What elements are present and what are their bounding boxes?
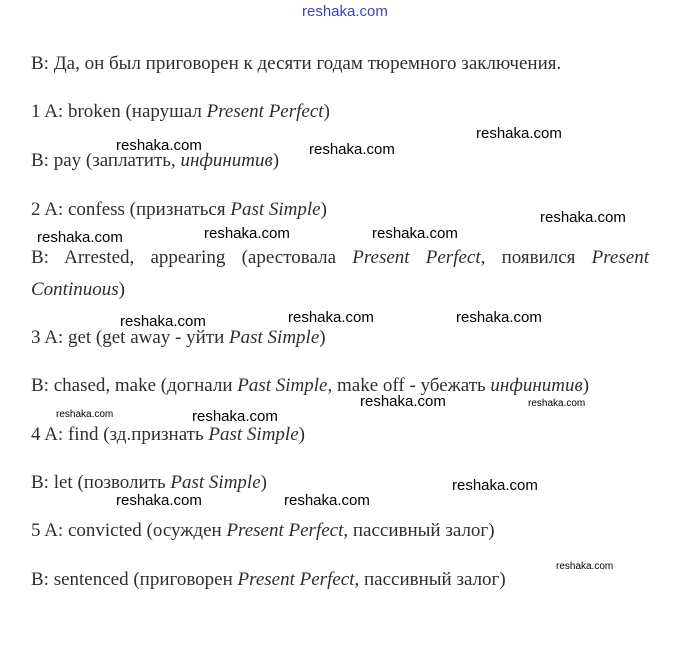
answer-line (31, 569, 506, 591)
answer-line (31, 101, 330, 123)
watermark: reshaka.com (452, 477, 538, 494)
line-text: B: chased, make (догнали (31, 375, 238, 396)
watermark: reshaka.com (540, 209, 626, 226)
line-text: ) (319, 327, 326, 348)
line-text: , пассивный залог) (343, 520, 495, 541)
watermark: reshaka.com (309, 141, 395, 158)
watermark: reshaka.com (192, 408, 278, 425)
tense-label: Present Perfect (352, 247, 481, 268)
line-text: 3 A: get (get away - уйти (31, 327, 230, 348)
watermark: reshaka.com (204, 225, 290, 242)
tense-label: Continuous (31, 279, 119, 300)
line-text: 1 A: broken (нарушал (31, 101, 207, 122)
answer-line (31, 520, 495, 542)
watermark: reshaka.com (56, 409, 114, 420)
line-text: ) (118, 279, 125, 300)
answer-line (31, 424, 305, 446)
watermark: reshaka.com (120, 313, 206, 330)
line-text: B: Да, он был приговорен к десяти годам тюремного заключения. (31, 53, 562, 74)
tense-label: Past Simple (170, 472, 261, 493)
watermark: reshaka.com (456, 309, 542, 326)
watermark: reshaka.com (288, 309, 374, 326)
watermark: reshaka.com (360, 393, 446, 410)
line-text: ) (260, 472, 267, 493)
tense-label: инфинитив (180, 150, 273, 171)
tense-label: Past Simple (208, 424, 299, 445)
watermark: reshaka.com (116, 492, 202, 509)
tense-label: Present Perfect (237, 569, 355, 590)
tense-label: Past Simple (229, 327, 320, 348)
line-text: ) (582, 375, 590, 396)
answer-line (31, 327, 326, 349)
line-text: B: let (позволить (31, 472, 171, 493)
tense-label: инфинитив (490, 375, 583, 396)
answer-line (31, 279, 125, 301)
line-text: , появился (480, 247, 592, 268)
answer-line (31, 199, 327, 221)
tense-label: Present Perfect (226, 520, 344, 541)
watermark: reshaka.com (116, 137, 202, 154)
watermark: reshaka.com (476, 125, 562, 142)
answer-line (31, 53, 561, 75)
tense-label: Past Simple (237, 375, 328, 396)
tense-label: Past Simple (230, 199, 321, 220)
watermark: reshaka.com (284, 492, 370, 509)
watermark: reshaka.com (37, 229, 123, 246)
line-text: , make off - убежать (327, 375, 491, 396)
line-text: , пассивный залог) (354, 569, 506, 590)
answer-line (31, 247, 649, 269)
line-text: B: pay (заплатить, (31, 150, 181, 171)
line-text: ) (272, 150, 280, 171)
line-text: 4 A: find (зд.признать (31, 424, 209, 445)
line-text: ) (320, 199, 327, 220)
answer-line (31, 472, 267, 494)
watermark: reshaka.com (556, 561, 614, 572)
header-watermark: reshaka.com (302, 3, 388, 20)
line-text: 5 A: convicted (осужден (31, 520, 227, 541)
answer-line (31, 375, 589, 397)
watermark: reshaka.com (528, 398, 586, 409)
line-text: B: Arrested, appearing (арестовала (31, 247, 353, 268)
line-text: 2 A: confess (признаться (31, 199, 231, 220)
line-text: B: sentenced (приговорен (31, 569, 238, 590)
line-text: ) (323, 101, 330, 122)
line-text: ) (298, 424, 305, 445)
tense-label: Present Perfect (206, 101, 324, 122)
watermark: reshaka.com (372, 225, 458, 242)
tense-label: Present (591, 247, 649, 268)
